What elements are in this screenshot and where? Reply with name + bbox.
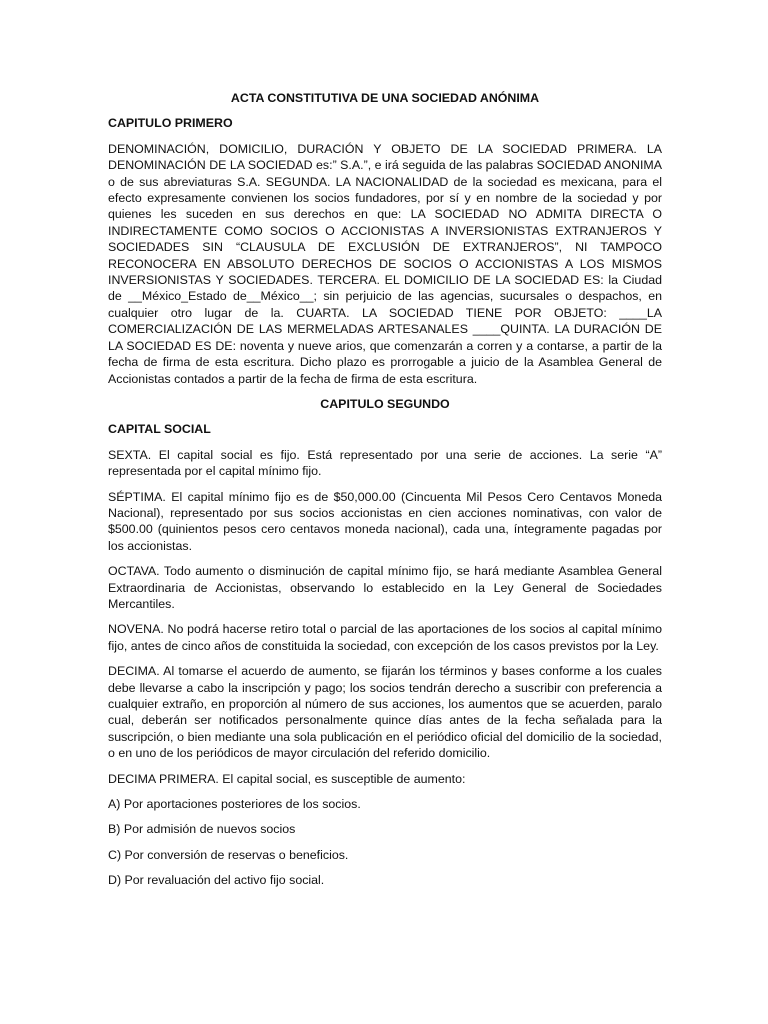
clause-octava: OCTAVA. Todo aumento o disminución de capital mínimo fijo, se hará mediante Asamblea General Extraordinaria de Accionistas, observando lo establecido en la Ley General de Sociedades Mercantiles.	[108, 564, 662, 611]
clause-novena: NOVENA. No podrá hacerse retiro total o parcial de las aportaciones de los socios al capital mínimo fijo, antes de cinco años de constituida la sociedad, con excepción de los casos previstos por la Ley.	[108, 622, 662, 653]
capital-social-heading: CAPITAL SOCIAL	[108, 422, 211, 437]
clause-sexta: SEXTA. El capital social es fijo. Está representado por una serie de acciones. La serie “A” representada por el capital mínimo fijo.	[108, 447, 662, 479]
chapter-2-heading: CAPITULO SEGUNDO	[320, 396, 450, 411]
list-item: A) Por aportaciones posteriores de los socios.	[108, 797, 361, 812]
chapter-1-heading: CAPITULO PRIMERO	[108, 116, 233, 131]
list-item: C) Por conversión de reservas o beneficios.	[108, 847, 349, 862]
clause-septima: SÉPTIMA. El capital mínimo fijo es de $50,000.00 (Cincuenta Mil Pesos Cero Centavos Moneda Nacional), representado por sus socios accionistas en cien acciones nominativas, con valor de $500.00 (quinientos pesos cero centavos moneda nacional), cada una, íntegramente pagadas por los accionistas.	[108, 489, 662, 553]
chapter-1-paragraph: DENOMINACIÓN, DOMICILIO, DURACIÓN Y OBJETO DE LA SOCIEDAD PRIMERA. LA DENOMINACIÓN DE LA SOCIEDAD es:” S.A.”, e irá seguida de las palabras SOCIEDAD ANONIMA o de sus abreviaturas S.A. SEGUNDA. LA NACIONALIDAD de la sociedad es mexicana, para el efecto expresamente convienen los socios fundadores, por sí y en nombre de la sociedad y por quienes les suceden en sus derechos en que: LA SOCIEDAD NO ADMITA DIRECTA O INDIRECTAMENTE COMO SOCIOS O ACCIONISTAS A INVERSIONISTAS EXTRANJEROS Y SOCIEDADES SIN “CLAUSULA DE EXCLUSIÓN DE EXTRANJEROS”, NI TAMPOCO RECONOCERA EN ABSOLUTO DERECHOS DE SOCIOS O ACCIONISTAS A LOS MISMOS INVERSIONISTAS Y SOCIEDADES. TERCERA. EL DOMICILIO DE LA SOCIEDAD ES: la Ciudad de __México_Estado de__México__; sin perjuicio de las agencias, sucursales o despachos, en cualquier otro lugar de la. CUARTA. LA SOCIEDAD TIENE POR OBJETO: ____LA COMERCIALIZACIÓN DE LAS MERMELADAS ARTESANALES ____QUINTA. LA DURACIÓN DE LA SOCIEDAD ES DE: noventa y nueve arios, que comenzarán a corren y a contarse, a partir de la fecha de firma de esta escritura. Dicho plazo es prorrogable a juicio de la Asamblea General de Accionistas contados a partir de la fecha de firma de esta escritura.	[108, 141, 662, 386]
clause-decima: DECIMA. Al tomarse el acuerdo de aumento, se fijarán los términos y bases conforme a los cuales debe llevarse a cabo la inscripción y pago; los socios tendrán derecho a suscribir con preferencia a cualquier extraño, en proporción al número de sus acciones, los aumentos que se acuerden, paralo cual, deberán ser notificados personalmente quince días antes de la fecha señalada para la suscripción, o bien mediante una sola publicación en el periódico oficial del domicilio de la sociedad, o en uno de los periódicos de mayor circulación del referido domicilio.	[108, 664, 662, 761]
document-title: ACTA CONSTITUTIVA DE UNA SOCIEDAD ANÓNIMA	[230, 91, 540, 105]
document-page	[108, 90, 662, 898]
list-item: B) Por admisión de nuevos socios	[108, 822, 296, 837]
list-item: D) Por revaluación del activo fijo social.	[108, 873, 325, 888]
clause-decima-primera: DECIMA PRIMERA. El capital social, es susceptible de aumento:	[108, 771, 466, 786]
